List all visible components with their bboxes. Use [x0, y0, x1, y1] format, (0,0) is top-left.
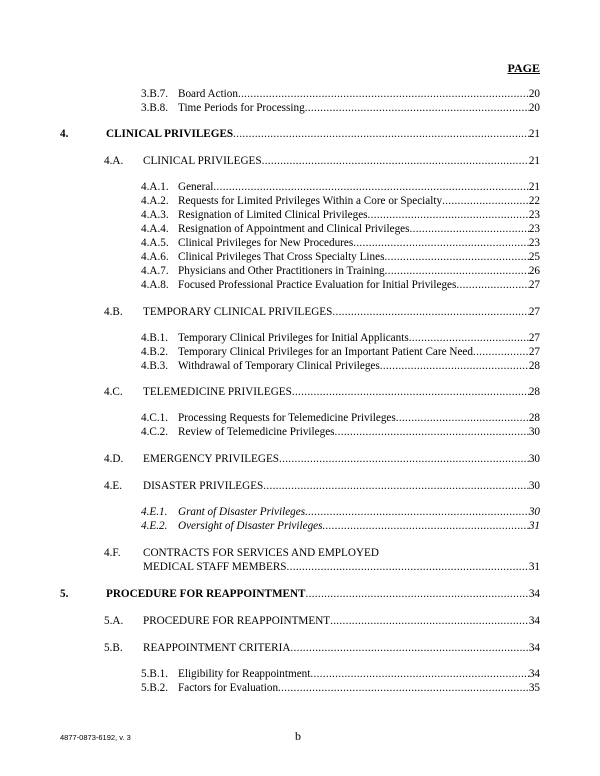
- toc-entry-3b7[interactable]: [141, 87, 540, 101]
- toc-entry-4a[interactable]: [104, 154, 540, 168]
- toc-leader: [330, 614, 529, 628]
- toc-page: 30: [528, 426, 540, 438]
- toc-entry-5a[interactable]: [104, 614, 540, 628]
- toc-entry-4b[interactable]: [104, 305, 540, 319]
- toc-number: 4.B.: [104, 306, 123, 318]
- toc-page: 26: [528, 265, 540, 277]
- toc-title: General: [178, 181, 214, 193]
- toc-leader: [290, 641, 528, 655]
- toc-page: 28: [528, 360, 540, 372]
- toc-leader: [279, 452, 529, 466]
- toc-title: Resignation of Limited Clinical Privileges: [178, 209, 368, 221]
- toc-leader: [335, 425, 529, 439]
- toc-title: Oversight of Disaster Privileges: [178, 520, 323, 532]
- toc-leader: [323, 519, 529, 533]
- toc-title: Review of Telemedicine Privileges: [178, 426, 335, 438]
- toc-leader: [310, 667, 528, 681]
- toc-page: 20: [528, 102, 540, 114]
- toc-page: 27: [528, 306, 540, 318]
- toc-entry-4a2[interactable]: [141, 194, 540, 208]
- toc-entry-4b3[interactable]: [141, 359, 540, 373]
- toc-leader: [384, 250, 528, 264]
- toc-number: 5.B.2.: [141, 682, 169, 694]
- toc-entry-4c2[interactable]: [141, 425, 540, 439]
- toc-leader: [306, 587, 529, 601]
- toc-number: 4.A.1.: [141, 181, 169, 193]
- toc-leader: [380, 359, 529, 373]
- toc-leader: [385, 264, 529, 278]
- toc-entry-4f[interactable]: [143, 560, 540, 574]
- toc-number: 3.B.8.: [141, 102, 169, 114]
- toc-number: 4.: [60, 128, 69, 140]
- toc-leader: [278, 681, 529, 695]
- toc-title: Board Action: [178, 88, 238, 100]
- toc-number: 4.A.: [104, 155, 124, 167]
- toc-page: 31: [528, 520, 540, 532]
- toc-number: 4.E.2.: [141, 520, 168, 532]
- toc-number: 4.A.7.: [141, 265, 169, 277]
- toc-entry-3b8[interactable]: [141, 101, 540, 115]
- toc-entry-4c[interactable]: [104, 385, 540, 399]
- toc-number: 4.A.3.: [141, 209, 169, 221]
- toc-leader: [263, 479, 529, 493]
- toc-page: 20: [528, 88, 540, 100]
- toc-page: 21: [528, 181, 540, 193]
- toc-leader: [473, 345, 529, 359]
- toc-leader: [213, 180, 528, 194]
- toc-number: 4.A.4.: [141, 223, 169, 235]
- toc-entry-4a1[interactable]: [141, 180, 540, 194]
- toc-entry-4a8[interactable]: [141, 278, 540, 292]
- toc-entry-4a3[interactable]: [141, 208, 540, 222]
- toc-leader: [262, 154, 529, 168]
- toc-number: 4.B.1.: [141, 332, 169, 344]
- toc-title: Physicians and Other Practitioners in Training: [178, 265, 385, 277]
- toc-number-4f: 4.F.: [104, 547, 121, 559]
- toc-entry-4d[interactable]: [104, 452, 540, 466]
- toc-leader: [456, 278, 528, 292]
- toc-title: TEMPORARY CLINICAL PRIVILEGES: [143, 306, 333, 318]
- toc-number: 4.B.2.: [141, 346, 169, 358]
- toc-page: 22: [528, 195, 540, 207]
- toc-title: Temporary Clinical Privileges for an Important Patient Care Need: [178, 346, 473, 358]
- toc-leader: [353, 236, 529, 250]
- toc-number: 5.B.1.: [141, 668, 169, 680]
- toc-leader: [368, 208, 529, 222]
- toc-title: Time Periods for Processing: [178, 102, 305, 114]
- toc-entry-4c1[interactable]: [141, 411, 540, 425]
- toc-leader: [238, 87, 529, 101]
- toc-leader: [409, 331, 529, 345]
- toc-entry-5b2[interactable]: [141, 681, 540, 695]
- toc-page: 25: [528, 251, 540, 263]
- toc-title: Grant of Disaster Privileges: [178, 506, 306, 518]
- toc-title: Factors for Evaluation: [178, 682, 279, 694]
- footer-page-number: b: [295, 729, 301, 743]
- toc-page: 23: [528, 237, 540, 249]
- toc-entry-4b2[interactable]: [141, 345, 540, 359]
- toc-entry-5[interactable]: [60, 587, 540, 601]
- toc-page: 30: [528, 453, 540, 465]
- toc-entry-5b1[interactable]: [141, 667, 540, 681]
- toc-page: 21: [528, 155, 540, 167]
- toc-title-4f-line1[interactable]: CONTRACTS FOR SERVICES AND EMPLOYED: [143, 547, 379, 559]
- toc-title: Clinical Privileges for New Procedures: [178, 237, 354, 249]
- toc-entry-4a5[interactable]: [141, 236, 540, 250]
- toc-leader: [233, 127, 529, 141]
- toc-title: Processing Requests for Telemedicine Privileges: [178, 412, 396, 424]
- toc-title: Clinical Privileges That Cross Specialty Lines: [178, 251, 385, 263]
- toc-leader: [305, 505, 529, 519]
- toc-page: 23: [528, 209, 540, 221]
- toc-page: 28: [528, 386, 540, 398]
- toc-page: 27: [528, 346, 540, 358]
- toc-page: 23: [528, 223, 540, 235]
- toc-number: 4.A.5.: [141, 237, 169, 249]
- page-header-label: PAGE: [507, 61, 540, 75]
- toc-number: 4.E.1.: [141, 506, 168, 518]
- toc-entry-4b1[interactable]: [141, 331, 540, 345]
- toc-page: 34: [528, 642, 540, 654]
- toc-number: 5.B.: [104, 642, 123, 654]
- toc-entry-4e2[interactable]: [141, 519, 540, 533]
- toc-number: 4.E.: [104, 480, 123, 492]
- toc-number: 4.C.1.: [141, 412, 169, 424]
- toc-number: 4.C.2.: [141, 426, 169, 438]
- toc-number: 3.B.7.: [141, 88, 169, 100]
- toc-page: 27: [528, 279, 540, 291]
- toc-title: PROCEDURE FOR REAPPOINTMENT: [106, 588, 306, 600]
- toc-page: 34: [528, 668, 540, 680]
- toc-leader: [287, 560, 529, 574]
- toc-entry-4e[interactable]: [104, 479, 540, 493]
- toc-number: 4.D.: [104, 453, 124, 465]
- toc-page: 21: [528, 128, 540, 140]
- toc-page: 28: [528, 412, 540, 424]
- toc-entry-4e1[interactable]: [141, 505, 540, 519]
- toc-number: 4.A.6.: [141, 251, 169, 263]
- toc-number: 4.C.: [104, 386, 123, 398]
- toc-leader: [442, 194, 529, 208]
- toc-title: EMERGENCY PRIVILEGES: [143, 453, 280, 465]
- toc-title: DISASTER PRIVILEGES: [143, 480, 264, 492]
- toc-title: REAPPOINTMENT CRITERIA: [143, 642, 291, 654]
- toc-entry-5b[interactable]: [104, 641, 540, 655]
- toc-number: 4.A.2.: [141, 195, 169, 207]
- toc-title: Temporary Clinical Privileges for Initial Applicants: [178, 332, 409, 344]
- toc-title: Focused Professional Practice Evaluation for Initial Privileges: [178, 279, 457, 291]
- toc-title: CLINICAL PRIVILEGES: [143, 155, 262, 167]
- toc-page: 34: [528, 615, 540, 627]
- toc-leader: [410, 222, 529, 236]
- toc-title: PROCEDURE FOR REAPPOINTMENT: [143, 615, 331, 627]
- toc-leader: [396, 411, 529, 425]
- footer-document-id: 4877-0873-6192, v. 3: [60, 733, 131, 742]
- toc-page: 31: [528, 561, 540, 573]
- toc-page: 30: [528, 480, 540, 492]
- toc-title: Withdrawal of Temporary Clinical Privileges: [178, 360, 380, 372]
- toc-title: MEDICAL STAFF MEMBERS: [143, 561, 287, 573]
- toc-page: 34: [528, 588, 540, 600]
- toc-title: Requests for Limited Privileges Within a Core or Specialty: [178, 195, 443, 207]
- toc-number: 4.B.3.: [141, 360, 169, 372]
- toc-title: CLINICAL PRIVILEGES: [106, 128, 234, 140]
- toc-page: 30: [528, 506, 540, 518]
- toc-leader: [292, 385, 529, 399]
- toc-number: 5.A.: [104, 615, 124, 627]
- toc-number: 4.A.8.: [141, 279, 169, 291]
- toc-page: 35: [528, 682, 540, 694]
- toc-entry-4a6[interactable]: [141, 250, 540, 264]
- toc-title: Resignation of Appointment and Clinical Privileges: [178, 223, 410, 235]
- toc-leader: [332, 305, 528, 319]
- toc-title: TELEMEDICINE PRIVILEGES: [143, 386, 292, 398]
- toc-title: Eligibility for Reappointment: [178, 668, 311, 680]
- toc-number: 5.: [60, 588, 69, 600]
- toc-entry-4a4[interactable]: [141, 222, 540, 236]
- toc-page: 27: [528, 332, 540, 344]
- toc-entry-4a7[interactable]: [141, 264, 540, 278]
- toc-entry-4[interactable]: [60, 127, 540, 141]
- toc-leader: [305, 101, 529, 115]
